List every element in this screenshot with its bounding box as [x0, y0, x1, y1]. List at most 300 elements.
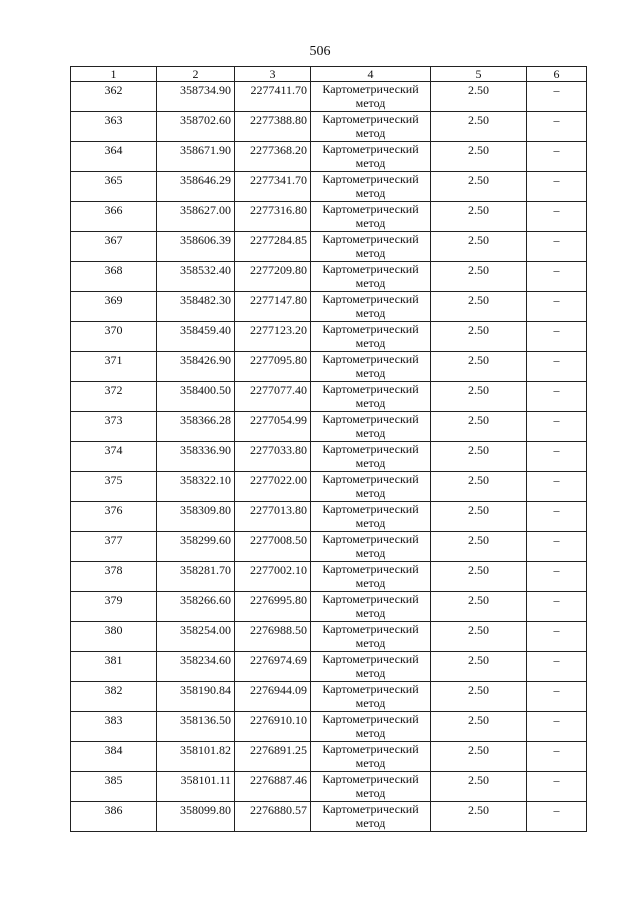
- note-cell-text: –: [553, 143, 560, 157]
- x-coordinate-cell: [157, 382, 235, 412]
- column-header-4: 4: [311, 67, 431, 82]
- point-number-cell-text: 376: [104, 503, 123, 517]
- y-coordinate-cell-text: 2277368.20: [250, 143, 307, 157]
- table-row: [71, 172, 587, 202]
- method-cell: [311, 232, 431, 262]
- page-number: 506: [309, 44, 331, 59]
- method-line-2: метод: [355, 186, 386, 200]
- table-row: [71, 352, 587, 382]
- note-cell-text: –: [553, 683, 560, 697]
- accuracy-cell: [431, 772, 527, 802]
- accuracy-cell: [431, 352, 527, 382]
- column-header-5: 5: [431, 67, 527, 82]
- x-coordinate-cell: [157, 592, 235, 622]
- method-cell: [311, 412, 431, 442]
- y-coordinate-cell-text: 2277388.80: [250, 113, 307, 127]
- accuracy-cell: [431, 622, 527, 652]
- y-coordinate-cell: [235, 592, 311, 622]
- x-coordinate-cell-text: 358309.80: [180, 503, 231, 517]
- note-cell-text: –: [553, 263, 560, 277]
- note-cell: [527, 592, 587, 622]
- accuracy-cell: [431, 472, 527, 502]
- method-line-2: метод: [355, 396, 386, 410]
- table-row: [71, 82, 587, 112]
- accuracy-cell: [431, 742, 527, 772]
- accuracy-cell-text: 2.50: [468, 323, 489, 337]
- note-cell: [527, 112, 587, 142]
- x-coordinate-cell: [157, 352, 235, 382]
- note-cell-text: –: [553, 83, 560, 97]
- method-line-1: Картометрический: [322, 262, 419, 276]
- note-cell-text: –: [553, 503, 560, 517]
- method-line-1: Картометрический: [322, 652, 419, 666]
- y-coordinate-cell: [235, 682, 311, 712]
- accuracy-cell: [431, 292, 527, 322]
- note-cell-text: –: [553, 233, 560, 247]
- x-coordinate-cell-text: 358136.50: [180, 713, 231, 727]
- point-number-cell: [71, 82, 157, 112]
- y-coordinate-cell-text: 2276887.46: [250, 773, 307, 787]
- accuracy-cell-text: 2.50: [468, 233, 489, 247]
- note-cell: [527, 562, 587, 592]
- method-cell: [311, 502, 431, 532]
- point-number-cell-text: 374: [104, 443, 123, 457]
- method-cell: [311, 322, 431, 352]
- note-cell-text: –: [553, 743, 560, 757]
- y-coordinate-cell-text: 2277013.80: [250, 503, 307, 517]
- method-cell: [311, 292, 431, 322]
- method-line-1: Картометрический: [322, 592, 419, 606]
- x-coordinate-cell-text: 358532.40: [180, 263, 231, 277]
- y-coordinate-cell: [235, 112, 311, 142]
- table-row: [71, 262, 587, 292]
- x-coordinate-cell: [157, 202, 235, 232]
- y-coordinate-cell-text: 2277123.20: [250, 323, 307, 337]
- column-header-3: 3: [235, 67, 311, 82]
- method-line-1: Картометрический: [322, 382, 419, 396]
- table-row: [71, 652, 587, 682]
- point-number-cell: [71, 712, 157, 742]
- y-coordinate-cell: [235, 442, 311, 472]
- note-cell: [527, 412, 587, 442]
- accuracy-cell-text: 2.50: [468, 623, 489, 637]
- point-number-cell-text: 373: [104, 413, 123, 427]
- method-cell: [311, 262, 431, 292]
- method-cell: [311, 802, 431, 832]
- note-cell: [527, 382, 587, 412]
- y-coordinate-cell: [235, 742, 311, 772]
- method-line-2: метод: [355, 426, 386, 440]
- note-cell: [527, 712, 587, 742]
- table-row: [71, 502, 587, 532]
- accuracy-cell-text: 2.50: [468, 443, 489, 457]
- x-coordinate-cell: [157, 562, 235, 592]
- y-coordinate-cell-text: 2277022.00: [250, 473, 307, 487]
- note-cell: [527, 352, 587, 382]
- table-row: [71, 742, 587, 772]
- accuracy-cell-text: 2.50: [468, 83, 489, 97]
- accuracy-cell-text: 2.50: [468, 653, 489, 667]
- y-coordinate-cell-text: 2277284.85: [250, 233, 307, 247]
- table-row: [71, 712, 587, 742]
- note-cell: [527, 202, 587, 232]
- accuracy-cell-text: 2.50: [468, 113, 489, 127]
- method-cell: [311, 112, 431, 142]
- accuracy-cell: [431, 202, 527, 232]
- point-number-cell-text: 371: [104, 353, 123, 367]
- point-number-cell: [71, 142, 157, 172]
- y-coordinate-cell: [235, 532, 311, 562]
- note-cell-text: –: [553, 413, 560, 427]
- point-number-cell: [71, 622, 157, 652]
- x-coordinate-cell-text: 358336.90: [180, 443, 231, 457]
- point-number-cell-text: 384: [104, 743, 123, 757]
- method-line-1: Картометрический: [322, 352, 419, 366]
- note-cell-text: –: [553, 623, 560, 637]
- y-coordinate-cell: [235, 322, 311, 352]
- note-cell-text: –: [553, 473, 560, 487]
- accuracy-cell-text: 2.50: [468, 743, 489, 757]
- x-coordinate-cell-text: 358322.10: [180, 473, 231, 487]
- y-coordinate-cell: [235, 712, 311, 742]
- accuracy-cell: [431, 652, 527, 682]
- point-number-cell: [71, 742, 157, 772]
- point-number-cell-text: 362: [104, 83, 123, 97]
- y-coordinate-cell-text: 2277054.99: [250, 413, 307, 427]
- method-line-2: метод: [355, 636, 386, 650]
- point-number-cell-text: 369: [104, 293, 123, 307]
- accuracy-cell-text: 2.50: [468, 263, 489, 277]
- y-coordinate-cell-text: 2277147.80: [250, 293, 307, 307]
- note-cell-text: –: [553, 293, 560, 307]
- method-line-1: Картометрический: [322, 172, 419, 186]
- x-coordinate-cell: [157, 772, 235, 802]
- method-cell: [311, 562, 431, 592]
- table-row: [71, 592, 587, 622]
- method-line-2: метод: [355, 516, 386, 530]
- x-coordinate-cell-text: 358426.90: [180, 353, 231, 367]
- y-coordinate-cell: [235, 772, 311, 802]
- point-number-cell-text: 382: [104, 683, 123, 697]
- method-line-2: метод: [355, 156, 386, 170]
- y-coordinate-cell-text: 2277411.70: [250, 83, 307, 97]
- method-cell: [311, 172, 431, 202]
- method-cell: [311, 652, 431, 682]
- x-coordinate-cell-text: 358366.28: [180, 413, 231, 427]
- accuracy-cell: [431, 82, 527, 112]
- header-row: [71, 67, 587, 82]
- table-row: [71, 622, 587, 652]
- accuracy-cell-text: 2.50: [468, 383, 489, 397]
- accuracy-cell-text: 2.50: [468, 503, 489, 517]
- method-line-2: метод: [355, 486, 386, 500]
- y-coordinate-cell: [235, 412, 311, 442]
- method-line-2: метод: [355, 726, 386, 740]
- note-cell-text: –: [553, 713, 560, 727]
- accuracy-cell: [431, 142, 527, 172]
- y-coordinate-cell-text: 2276891.25: [250, 743, 307, 757]
- accuracy-cell-text: 2.50: [468, 473, 489, 487]
- y-coordinate-cell: [235, 802, 311, 832]
- point-number-cell-text: 375: [104, 473, 123, 487]
- method-line-2: метод: [355, 336, 386, 350]
- note-cell: [527, 652, 587, 682]
- method-cell: [311, 82, 431, 112]
- point-number-cell-text: 381: [104, 653, 123, 667]
- x-coordinate-cell: [157, 82, 235, 112]
- accuracy-cell: [431, 532, 527, 562]
- point-number-cell: [71, 652, 157, 682]
- accuracy-cell-text: 2.50: [468, 533, 489, 547]
- point-number-cell: [71, 802, 157, 832]
- method-line-1: Картометрический: [322, 442, 419, 456]
- y-coordinate-cell-text: 2277033.80: [250, 443, 307, 457]
- y-coordinate-cell-text: 2277316.80: [250, 203, 307, 217]
- point-number-cell: [71, 172, 157, 202]
- method-line-1: Картометрический: [322, 202, 419, 216]
- note-cell: [527, 172, 587, 202]
- x-coordinate-cell: [157, 802, 235, 832]
- method-line-1: Картометрический: [322, 772, 419, 786]
- y-coordinate-cell-text: 2277077.40: [250, 383, 307, 397]
- y-coordinate-cell-text: 2276988.50: [250, 623, 307, 637]
- note-cell-text: –: [553, 563, 560, 577]
- accuracy-cell: [431, 112, 527, 142]
- method-cell: [311, 442, 431, 472]
- method-line-1: Картометрический: [322, 622, 419, 636]
- note-cell-text: –: [553, 593, 560, 607]
- table-body: [71, 82, 587, 832]
- x-coordinate-cell-text: 358299.60: [180, 533, 231, 547]
- method-line-1: Картометрический: [322, 112, 419, 126]
- y-coordinate-cell-text: 2276995.80: [250, 593, 307, 607]
- note-cell-text: –: [553, 113, 560, 127]
- x-coordinate-cell: [157, 472, 235, 502]
- y-coordinate-cell-text: 2276944.09: [250, 683, 307, 697]
- point-number-cell: [71, 472, 157, 502]
- point-number-cell: [71, 562, 157, 592]
- x-coordinate-cell: [157, 262, 235, 292]
- y-coordinate-cell: [235, 562, 311, 592]
- accuracy-cell-text: 2.50: [468, 203, 489, 217]
- column-header-1: 1: [71, 67, 157, 82]
- x-coordinate-cell-text: 358734.90: [180, 83, 231, 97]
- note-cell: [527, 502, 587, 532]
- note-cell-text: –: [553, 353, 560, 367]
- point-number-cell: [71, 442, 157, 472]
- method-line-2: метод: [355, 216, 386, 230]
- method-line-2: метод: [355, 756, 386, 770]
- point-number-cell: [71, 202, 157, 232]
- note-cell-text: –: [553, 323, 560, 337]
- coordinates-table: [70, 66, 587, 832]
- note-cell: [527, 262, 587, 292]
- x-coordinate-cell-text: 358671.90: [180, 143, 231, 157]
- method-cell: [311, 772, 431, 802]
- y-coordinate-cell: [235, 472, 311, 502]
- y-coordinate-cell: [235, 652, 311, 682]
- method-line-1: Картометрический: [322, 412, 419, 426]
- y-coordinate-cell-text: 2277341.70: [250, 173, 307, 187]
- method-cell: [311, 472, 431, 502]
- accuracy-cell: [431, 322, 527, 352]
- accuracy-cell: [431, 592, 527, 622]
- method-cell: [311, 532, 431, 562]
- x-coordinate-cell: [157, 652, 235, 682]
- note-cell-text: –: [553, 533, 560, 547]
- method-line-1: Картометрический: [322, 322, 419, 336]
- table-row: [71, 682, 587, 712]
- y-coordinate-cell-text: 2277095.80: [250, 353, 307, 367]
- point-number-cell-text: 368: [104, 263, 123, 277]
- y-coordinate-cell: [235, 82, 311, 112]
- note-cell: [527, 442, 587, 472]
- method-line-2: метод: [355, 306, 386, 320]
- point-number-cell: [71, 502, 157, 532]
- accuracy-cell-text: 2.50: [468, 563, 489, 577]
- method-cell: [311, 382, 431, 412]
- accuracy-cell-text: 2.50: [468, 353, 489, 367]
- x-coordinate-cell: [157, 322, 235, 352]
- y-coordinate-cell-text: 2277008.50: [250, 533, 307, 547]
- method-line-2: метод: [355, 816, 386, 830]
- note-cell-text: –: [553, 443, 560, 457]
- x-coordinate-cell: [157, 142, 235, 172]
- x-coordinate-cell-text: 358646.29: [180, 173, 231, 187]
- note-cell: [527, 82, 587, 112]
- point-number-cell-text: 377: [104, 533, 123, 547]
- point-number-cell-text: 365: [104, 173, 123, 187]
- point-number-cell: [71, 232, 157, 262]
- note-cell: [527, 622, 587, 652]
- table-row: [71, 562, 587, 592]
- note-cell-text: –: [553, 173, 560, 187]
- method-line-1: Картометрический: [322, 742, 419, 756]
- point-number-cell-text: 383: [104, 713, 123, 727]
- accuracy-cell-text: 2.50: [468, 143, 489, 157]
- method-line-1: Картометрический: [322, 292, 419, 306]
- point-number-cell: [71, 412, 157, 442]
- note-cell: [527, 472, 587, 502]
- y-coordinate-cell-text: 2276974.69: [250, 653, 307, 667]
- point-number-cell: [71, 772, 157, 802]
- y-coordinate-cell: [235, 292, 311, 322]
- point-number-cell-text: 364: [104, 143, 123, 157]
- method-line-2: метод: [355, 276, 386, 290]
- y-coordinate-cell: [235, 202, 311, 232]
- method-line-1: Картометрический: [322, 682, 419, 696]
- y-coordinate-cell: [235, 382, 311, 412]
- method-line-2: метод: [355, 456, 386, 470]
- method-line-1: Картометрический: [322, 142, 419, 156]
- table-row: [71, 142, 587, 172]
- y-coordinate-cell: [235, 232, 311, 262]
- point-number-cell: [71, 382, 157, 412]
- method-cell: [311, 352, 431, 382]
- method-line-1: Картометрический: [322, 472, 419, 486]
- x-coordinate-cell: [157, 112, 235, 142]
- method-line-1: Картометрический: [322, 562, 419, 576]
- accuracy-cell: [431, 562, 527, 592]
- method-line-2: метод: [355, 126, 386, 140]
- accuracy-cell-text: 2.50: [468, 683, 489, 697]
- x-coordinate-cell-text: 358281.70: [180, 563, 231, 577]
- point-number-cell-text: 379: [104, 593, 123, 607]
- x-coordinate-cell: [157, 682, 235, 712]
- accuracy-cell: [431, 412, 527, 442]
- y-coordinate-cell: [235, 172, 311, 202]
- point-number-cell-text: 386: [104, 803, 123, 817]
- point-number-cell: [71, 262, 157, 292]
- table-row: [71, 802, 587, 832]
- accuracy-cell: [431, 262, 527, 292]
- table-row: [71, 442, 587, 472]
- x-coordinate-cell-text: 358101.82: [180, 743, 231, 757]
- note-cell: [527, 532, 587, 562]
- x-coordinate-cell-text: 358482.30: [180, 293, 231, 307]
- accuracy-cell: [431, 172, 527, 202]
- accuracy-cell-text: 2.50: [468, 713, 489, 727]
- point-number-cell: [71, 532, 157, 562]
- x-coordinate-cell-text: 358400.50: [180, 383, 231, 397]
- x-coordinate-cell-text: 358266.60: [180, 593, 231, 607]
- point-number-cell: [71, 322, 157, 352]
- y-coordinate-cell-text: 2277209.80: [250, 263, 307, 277]
- method-cell: [311, 682, 431, 712]
- method-cell: [311, 622, 431, 652]
- table-row: [71, 292, 587, 322]
- point-number-cell: [71, 292, 157, 322]
- method-line-2: метод: [355, 666, 386, 680]
- note-cell-text: –: [553, 203, 560, 217]
- point-number-cell-text: 366: [104, 203, 123, 217]
- note-cell: [527, 742, 587, 772]
- accuracy-cell: [431, 382, 527, 412]
- table-row: [71, 532, 587, 562]
- method-line-2: метод: [355, 786, 386, 800]
- method-line-1: Картометрический: [322, 712, 419, 726]
- point-number-cell-text: 367: [104, 233, 123, 247]
- note-cell: [527, 232, 587, 262]
- method-line-1: Картометрический: [322, 232, 419, 246]
- x-coordinate-cell: [157, 502, 235, 532]
- x-coordinate-cell-text: 358459.40: [180, 323, 231, 337]
- y-coordinate-cell-text: 2276880.57: [250, 803, 307, 817]
- x-coordinate-cell-text: 358627.00: [180, 203, 231, 217]
- x-coordinate-cell: [157, 412, 235, 442]
- method-line-2: метод: [355, 696, 386, 710]
- x-coordinate-cell-text: 358099.80: [180, 803, 231, 817]
- method-cell: [311, 712, 431, 742]
- method-line-2: метод: [355, 96, 386, 110]
- method-line-2: метод: [355, 576, 386, 590]
- note-cell-text: –: [553, 803, 560, 817]
- accuracy-cell-text: 2.50: [468, 293, 489, 307]
- point-number-cell: [71, 682, 157, 712]
- x-coordinate-cell: [157, 292, 235, 322]
- table-row: [71, 412, 587, 442]
- x-coordinate-cell-text: 358254.00: [180, 623, 231, 637]
- y-coordinate-cell-text: 2276910.10: [250, 713, 307, 727]
- accuracy-cell: [431, 442, 527, 472]
- accuracy-cell-text: 2.50: [468, 593, 489, 607]
- method-line-2: метод: [355, 546, 386, 560]
- accuracy-cell: [431, 802, 527, 832]
- method-cell: [311, 202, 431, 232]
- x-coordinate-cell-text: 358190.84: [180, 683, 231, 697]
- note-cell-text: –: [553, 653, 560, 667]
- accuracy-cell-text: 2.50: [468, 803, 489, 817]
